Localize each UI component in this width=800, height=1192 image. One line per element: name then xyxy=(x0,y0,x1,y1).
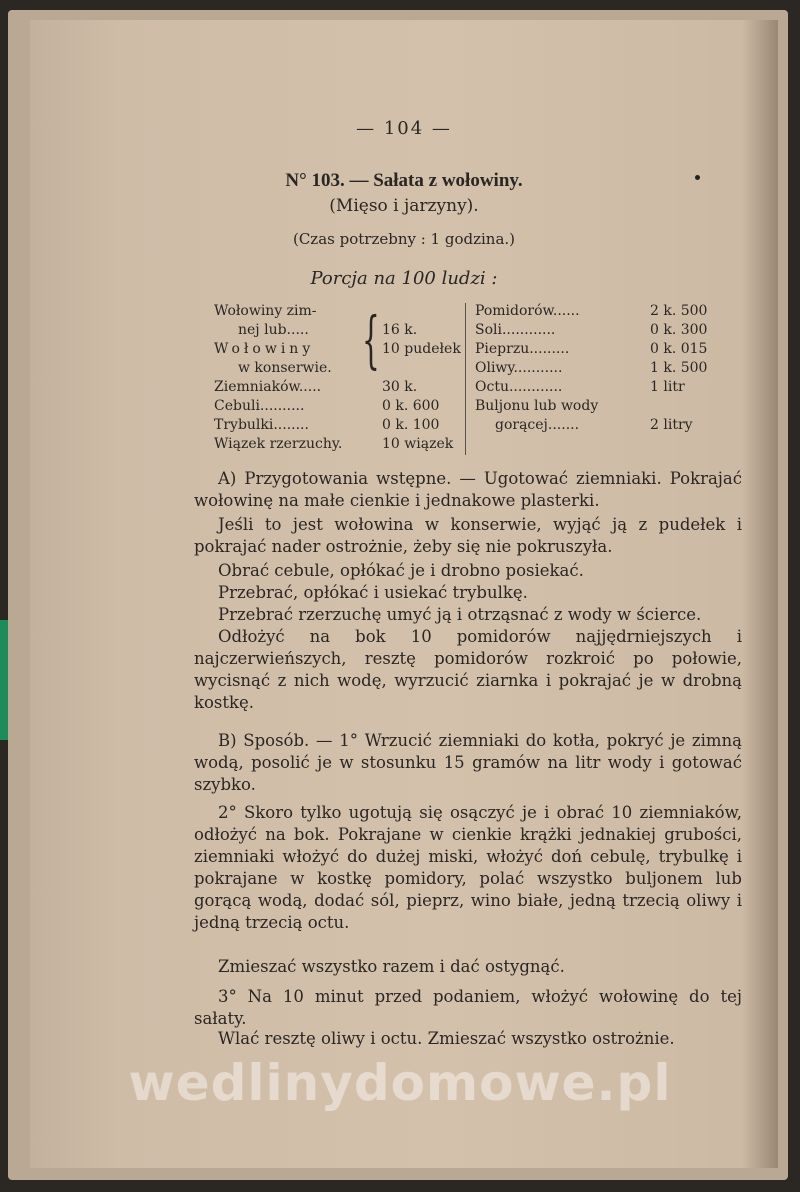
ingredient-name: Oliwy........... xyxy=(475,360,563,376)
ingredient-name: Wiązek rzerzuchy. xyxy=(214,436,343,452)
paragraph-step-3: 3° Na 10 minut przed podaniem, włożyć wołowinę do tej sałaty. xyxy=(194,987,742,1028)
ingredient-row xyxy=(475,359,745,378)
watermark: wedlinydomowe.pl xyxy=(128,1054,672,1112)
ingredient-row xyxy=(475,416,745,435)
paragraph: Wlać resztę oliwy i octu. Zmieszać wszystko ostrożnie. xyxy=(218,1029,675,1048)
ingredient-row xyxy=(475,340,745,359)
ingredient-name: Octu............ xyxy=(475,379,563,395)
ingredient-row xyxy=(214,302,460,321)
ink-dot xyxy=(695,175,700,180)
ingredient-qty: 16 k. xyxy=(382,322,418,338)
ingredient-qty: 30 k. xyxy=(382,379,418,395)
ingredient-name: nej lub..... xyxy=(238,322,309,338)
brace: { xyxy=(362,303,380,376)
ingredient-name: gorącej....... xyxy=(495,417,580,433)
page-spine-shadow xyxy=(742,20,778,1168)
paragraph: Przebrać rzerzuchę umyć ją i otrząsnać z wody w ścierce. xyxy=(218,605,702,624)
ingredient-name: Pieprzu......... xyxy=(475,341,570,357)
ingredient-row xyxy=(475,321,745,340)
ingredients-right xyxy=(475,302,745,435)
recipe-time: (Czas potrzebny : 1 godzina.) xyxy=(292,230,516,248)
ingredient-qty: 1 litr xyxy=(650,379,685,395)
ingredient-name: Trybulki........ xyxy=(214,417,309,433)
recipe-subtitle: (Mięso i jarzyny). xyxy=(329,196,479,216)
column-divider xyxy=(465,303,466,455)
ingredient-row xyxy=(214,416,460,435)
ingredient-name: Soli............ xyxy=(475,322,556,338)
ingredient-qty: 1 k. 500 xyxy=(650,360,708,376)
ingredient-row xyxy=(475,302,745,321)
ingredient-name: Pomidorów...... xyxy=(475,303,580,319)
paragraph: Zmieszać wszystko razem i dać ostygnąć. xyxy=(218,957,565,976)
ingredient-row xyxy=(214,378,460,397)
ingredient-qty: 0 k. 015 xyxy=(650,341,708,357)
ingredient-qty: 10 wiązek xyxy=(382,436,454,452)
ingredient-qty: 0 k. 300 xyxy=(650,322,708,338)
page-number: — 104 — xyxy=(356,118,452,139)
ingredient-qty: 0 k. 100 xyxy=(382,417,440,433)
paragraph-a-intro: A) Przygotowania wstępne. — Ugotować ziemniaki. Pokrajać wołowinę na małe cienkie i jednakowe plasterki. xyxy=(194,469,742,510)
ingredient-name: Wołowiny xyxy=(214,341,315,357)
paragraph: Jeśli to jest wołowina w konserwie, wyjąć ją z pudełek i pokrajać nader ostrożnie, żeby się nie pokruszyła. xyxy=(194,515,742,556)
portion-heading: Porcja na 100 ludzi : xyxy=(310,268,498,289)
ingredient-row xyxy=(214,340,460,359)
paragraph-b-method: B) Sposób. — 1° Wrzucić ziemniaki do kotła, pokryć je zimną wodą, posolić je w stosunku 15 gramów na litr wody i gotować szybko. xyxy=(194,731,742,794)
ingredient-row xyxy=(475,378,745,397)
ingredient-qty: 2 k. 500 xyxy=(650,303,708,319)
ingredient-name: w konserwie. xyxy=(238,360,332,376)
ingredient-row xyxy=(214,359,460,378)
book-page xyxy=(30,20,778,1168)
recipe-title: N° 103. — Sałata z wołowiny. xyxy=(285,170,523,191)
ingredient-name: Wołowiny zim- xyxy=(214,303,317,319)
ingredient-row xyxy=(214,321,460,340)
paragraph: Przebrać, opłókać i usiekać trybulkę. xyxy=(218,583,528,602)
ingredient-name: Ziemniaków..... xyxy=(214,379,322,395)
ingredient-row xyxy=(214,435,460,454)
ingredient-qty: 2 litry xyxy=(650,417,693,433)
paragraph-step-2: 2° Skoro tylko ugotują się osączyć je i obrać 10 ziemniaków, odłożyć na bok. Pokrajane w cienkie krążki jednakiej grubości, ziemniaki włożyć do dużej miski, włożyć doń cebulę, trybulkę i pokrajane w kostkę pomidory, polać wszystko buljonem lub gorącą wodą, dodać sól, pieprz, wino białe, jedną trzecią oliwy i jedną trzecią octu. xyxy=(194,803,742,932)
ingredient-name: Buljonu lub wody xyxy=(475,398,599,414)
paragraph: Odłożyć na bok 10 pomidorów najjędrniejszych i najczerwieńszych, resztę pomidorów rozkroić po połowie, wycisnąć z nich wodę, wyrzucić ziarnka i pokrajać je w drobną kostkę. xyxy=(194,627,742,712)
paragraph: Obrać cebule, opłókać je i drobno posiekać. xyxy=(218,561,584,580)
ingredient-name: Cebuli.......... xyxy=(214,398,305,414)
ingredient-qty: 0 k. 600 xyxy=(382,398,440,414)
ingredients-left xyxy=(214,302,460,454)
ingredient-qty: 10 pudełek xyxy=(382,341,461,357)
ingredient-row xyxy=(214,397,460,416)
ingredient-row xyxy=(475,397,745,416)
